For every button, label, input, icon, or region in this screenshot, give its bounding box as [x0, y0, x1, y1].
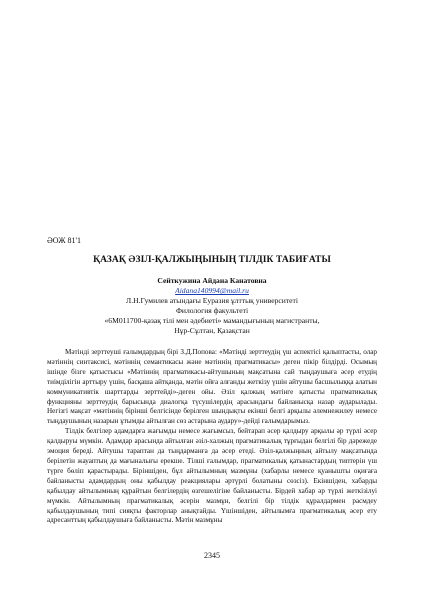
article-body: [47, 348, 377, 526]
page-number: 2345: [204, 551, 220, 560]
udk-code: ӘОЖ 81'1: [47, 236, 81, 245]
faculty-affiliation: Филология факультеті: [175, 306, 249, 315]
university-affiliation: Л.Н.Гумилев атындағы Еуразия ұлттық университеті: [126, 296, 298, 305]
author-name: Сейткужина Айдана Канатовна: [157, 276, 267, 285]
article-title: ҚАЗАҚ ӘЗІЛ-ҚАЛЖЫҢЫНЫҢ ТІЛДІК ТАБИҒАТЫ: [93, 255, 331, 265]
body-paragraph: Тілдік белгілер адамдарға жағымды немесе жағымсыз, бейтарап әсер қалдыру арқылы әр түрлі әсер қалдыруы мүмкін. Адамдар арасында айтылған әзіл-халжың прагматикалық тұрғыдан белгілі бір дәрежеде эмоция береді. Айтушы тараптан да тыңдарманға да әсер етеді. Әзіл-қалжыңның айтылу мақсатында берілетін жауаптың да мағыналығы ерекше. Тілші ғалымдар, прагматикалық қатынастардың типтерін үш түрге бөліп қарастырады. Біріншіден, бұл айтылымның мазмұны (хабарлы немесе қуанышты оқиғаға байланысты адамдардың оны қабылдау реакциялары әртүрлі болатыны сөзсіз). Екіншіден, хабарды қабылдау айтылымның құрайтын белгілердің өзгешелігіне байланысты. Бірдей хабар әр түрлі жеткізілуі мүмкін. Айтылымның прагматикалық әсерін мазмұн, белгілі бір тілдік құралдармен расмдеу қабылдаушының типі сияқты факторлар анықтайды. Үшіншіден, айтылымға прагматикалық әсер ету адресанттың қабылдаушыға байланысты. Мәтін мазмұны: [47, 427, 377, 525]
city-country: Нұр-Сұлтан, Қазақстан: [174, 326, 250, 335]
author-email-link[interactable]: Aidana140994@mail.ru: [175, 286, 249, 295]
specialty-line: «6М011700-қазақ тілі мен әдебиеті» мамандығының магистранты,: [104, 316, 320, 325]
body-paragraph: Мәтінді зерттеуші ғалымдардың бірі З.Д.Попова: «Мәтінді зерттеудің үш аспектісі қалыптасты, олар мәтіннің синтаксисі, мәтіннің семантикасы және мәтіннің прагматикасы» деген пікір білдірді. Осымың ішінде бізге қатыстысы «Мәтіннің прагматикасы-айтушының мақсатына сай тыңдаушыға әсер етудің тиімділігін арттыру үшін, басқаша айтқанда, мәтін ойға алғанды жеткізу үшін айтушы басшылыққа алатын коммуникативтік шарттарды зерттейді»-деген ойы. Әзіл қалжың мәтінге қатысты прагматикалық функцияны зерттеудің барысында диалогқа түсушілердің арасындағы байланысқа назар аударылады. Негізгі мақсат «мәтіннің бірінші белгісінде берілген шындықты екінші белгі арқылы әлемнежилеу немесе тыңдаушының назарын ұтымды айтылған сөз астарына аудару»-дейді ғалымдарымыз.: [47, 348, 377, 426]
